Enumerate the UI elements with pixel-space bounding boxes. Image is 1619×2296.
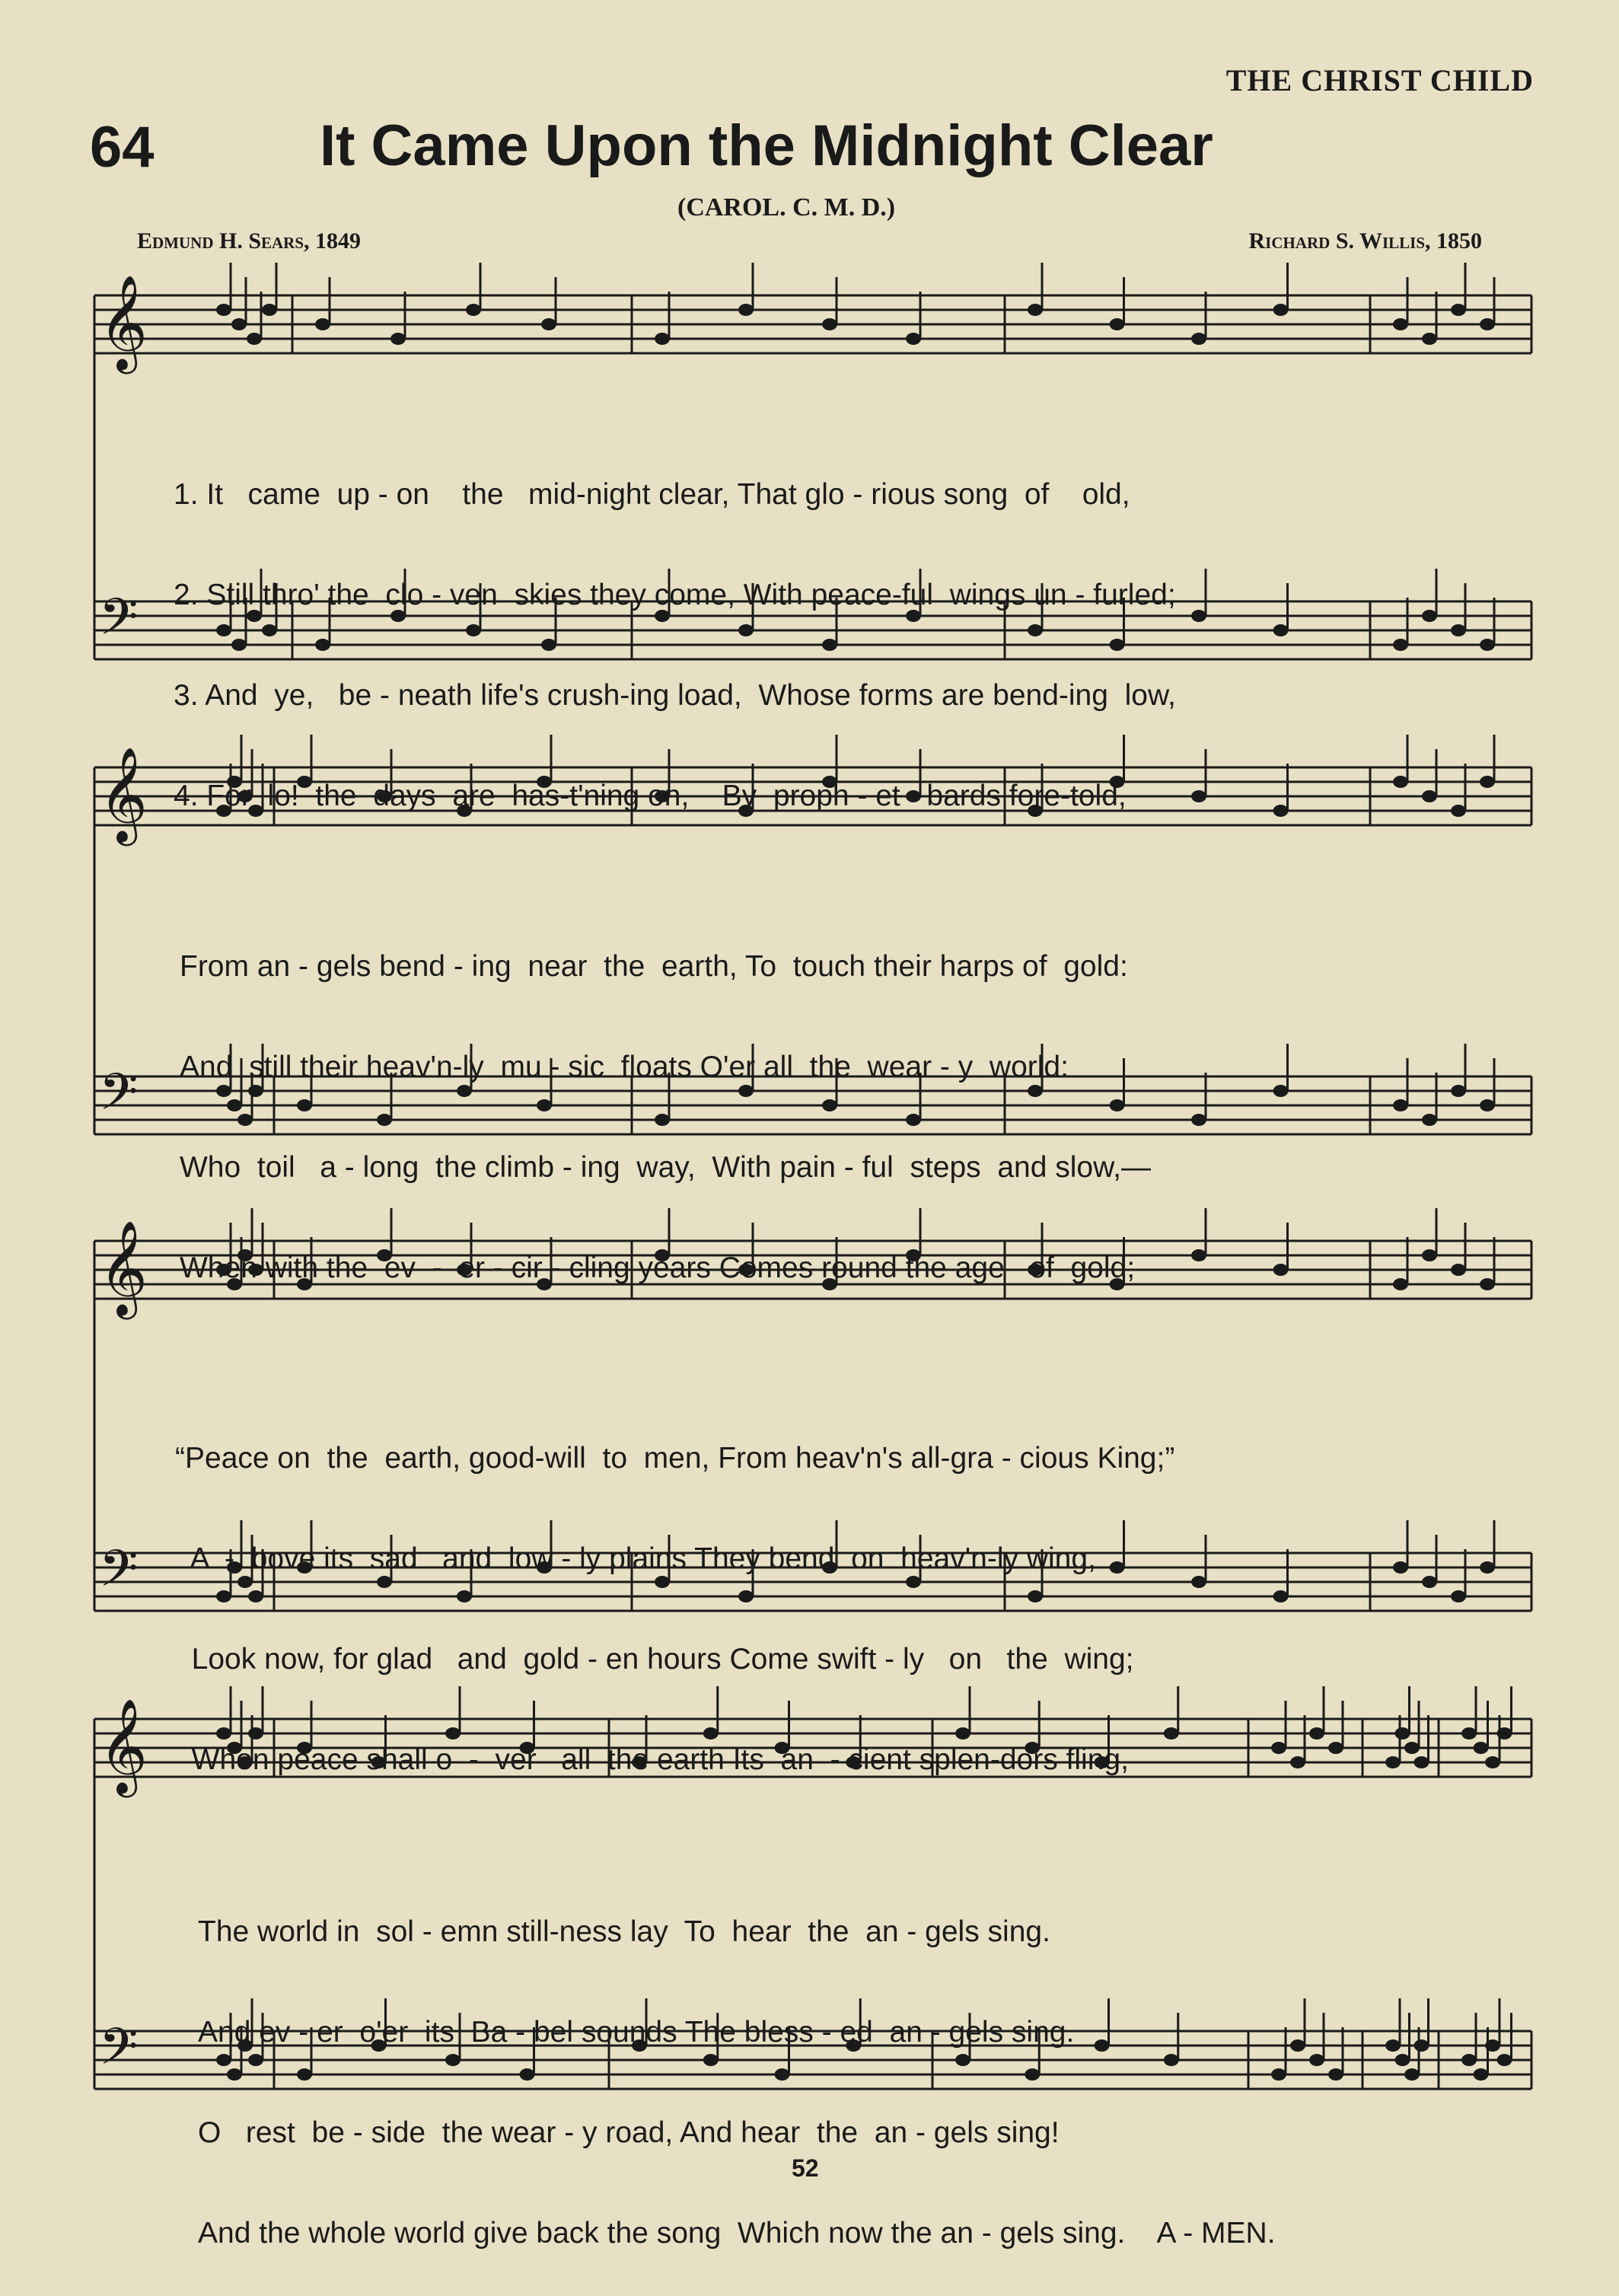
lyric-line: From an - gels bend - ing near the earth, To touch their harps of gold:: [180, 950, 1128, 983]
note-head: [1497, 2054, 1512, 2066]
note-head: [1451, 304, 1466, 316]
note-head: [1191, 333, 1206, 345]
note-head: [315, 318, 330, 330]
bass-clef-icon: 𝄢: [99, 2017, 139, 2088]
note-head: [1309, 1727, 1324, 1740]
note-head: [1273, 304, 1289, 316]
lyric-line: Look now, for glad and gold - en hours Come swift - ly on the wing;: [175, 1643, 1134, 1676]
note-head: [1404, 1742, 1420, 1754]
note-head: [1191, 1576, 1206, 1588]
lyric-line: And the whole world give back the song Which now the an - gels sing. A - MEN.: [198, 2217, 1276, 2250]
note-head: [1480, 639, 1495, 651]
note-head: [1328, 1742, 1343, 1754]
note-head: [738, 304, 754, 316]
note-head: [906, 333, 921, 345]
note-head: [822, 318, 837, 330]
note-head: [1393, 639, 1408, 651]
lyric-line: The world in sol - emn still-ness lay To hear the an - gels sing.: [198, 1915, 1050, 1948]
note-head: [1393, 1099, 1408, 1111]
lyric-line: When peace shall o - ver all the earth Its an - cient splen-dors fling,: [175, 1743, 1129, 1776]
note-head: [1461, 2054, 1477, 2066]
note-head: [1451, 1590, 1466, 1602]
note-head: [1309, 2054, 1324, 2066]
note-head: [1395, 2054, 1410, 2066]
hymn-number: 64: [90, 115, 155, 180]
note-head: [1404, 2068, 1420, 2081]
note-head: [1393, 1561, 1408, 1574]
note-head: [1290, 1756, 1305, 1768]
lyric-line: Who toil a - long the climb - ing way, With pain - ful steps and slow,—: [180, 1151, 1151, 1184]
note-head: [1395, 1727, 1410, 1740]
note-head: [1191, 610, 1206, 622]
lyrics-system-2: [180, 883, 1151, 1319]
note-head: [216, 304, 231, 316]
lyrics-system-4: [198, 1848, 1276, 2284]
note-head: [1422, 1114, 1437, 1126]
note-head: [1273, 805, 1289, 817]
note-head: [1422, 1576, 1437, 1588]
tune-name: (CAROL. C. M. D.): [677, 193, 896, 222]
note-head: [1290, 2039, 1305, 2052]
lyric-line: O rest be - side the wear - y road, And hear the an - gels sing!: [198, 2116, 1060, 2149]
note-head: [1273, 1264, 1289, 1276]
treble-clef-icon: 𝄞: [99, 1698, 148, 1794]
hymn-title: It Came Upon the Midnight Clear: [320, 113, 1213, 178]
lyric-line: And still their heav'n-ly mu - sic floats O'er all the wear - y world:: [180, 1051, 1069, 1083]
note-head: [1273, 1085, 1289, 1097]
note-head: [1414, 1756, 1429, 1768]
bass-clef-icon: 𝄢: [99, 588, 139, 659]
note-head: [1328, 2068, 1343, 2081]
lyric-line: 3. And ye, be - neath life's crush-ing load, Whose forms are bend-ing low,: [174, 679, 1176, 712]
note-head: [1451, 1264, 1466, 1276]
note-head: [1422, 333, 1437, 345]
note-head: [1393, 318, 1408, 330]
note-head: [1474, 1742, 1489, 1754]
note-head: [1191, 790, 1206, 802]
note-head: [1474, 2068, 1489, 2081]
note-head: [1451, 624, 1466, 636]
lyric-line: 4. For lo! the days are has-t'ning on, By proph - et - bards fore-told,: [174, 780, 1127, 812]
lyric-line: And ev - er o'er its Ba - bel sounds The bless - ed an - gels sing.: [198, 2016, 1075, 2049]
treble-clef-icon: 𝄞: [99, 747, 148, 842]
lyric-line: 1. It came up - on the mid-night clear, That glo - rious song of old,: [174, 478, 1130, 511]
note-head: [541, 318, 556, 330]
note-head: [1485, 2039, 1500, 2052]
note-head: [1422, 610, 1437, 622]
note-head: [1480, 776, 1495, 788]
note-head: [1191, 1114, 1206, 1126]
lyric-line: When with the ev - er - cir - cling years Comes round the age of gold;: [180, 1252, 1136, 1284]
section-heading: THE CHRIST CHILD: [1225, 63, 1534, 97]
note-head: [1485, 1756, 1500, 1768]
author-credit: Edmund H. Sears, 1849: [137, 228, 362, 254]
note-head: [231, 318, 247, 330]
note-head: [1191, 1249, 1206, 1261]
note-head: [1393, 776, 1408, 788]
note-head: [1273, 624, 1289, 636]
bass-clef-icon: 𝄢: [99, 1063, 139, 1134]
note-head: [1028, 304, 1043, 316]
note-head: [247, 333, 262, 345]
lyrics-system-3: [175, 1375, 1174, 1810]
lyric-line: A - bove its sad and low - ly plains They bend on heav'n-ly wing,: [175, 1542, 1096, 1575]
note-head: [1385, 1756, 1401, 1768]
note-head: [1461, 1727, 1477, 1740]
note-head: [1480, 1099, 1495, 1111]
note-head: [1422, 790, 1437, 802]
note-head: [1422, 1249, 1437, 1261]
note-head: [1110, 318, 1125, 330]
note-head: [1273, 1590, 1289, 1602]
lyric-line: 2. Still thro' the clo - ven skies they come, With peace-ful wings un - furled;: [174, 579, 1176, 611]
note-head: [1497, 1727, 1512, 1740]
bass-clef-icon: 𝄢: [99, 1539, 139, 1610]
note-head: [1393, 1278, 1408, 1290]
lyrics-system-1: [174, 411, 1176, 847]
note-head: [262, 304, 277, 316]
note-head: [1271, 1742, 1286, 1754]
lyric-line: “Peace on the earth, good-will to men, From heav'n's all-gra - cious King;”: [175, 1442, 1175, 1475]
note-head: [1480, 318, 1495, 330]
treble-clef-icon: 𝄞: [99, 1220, 148, 1315]
note-head: [655, 333, 670, 345]
composer-credit: Richard S. Willis, 1850: [1248, 228, 1482, 254]
note-head: [1480, 1561, 1495, 1574]
note-head: [390, 333, 406, 345]
treble-clef-icon: 𝄞: [99, 275, 148, 370]
note-head: [1385, 2039, 1401, 2052]
note-head: [1451, 1085, 1466, 1097]
note-head: [1451, 805, 1466, 817]
note-head: [466, 304, 481, 316]
note-head: [1480, 1278, 1495, 1290]
note-head: [1414, 2039, 1429, 2052]
page-number: 52: [792, 2154, 819, 2182]
